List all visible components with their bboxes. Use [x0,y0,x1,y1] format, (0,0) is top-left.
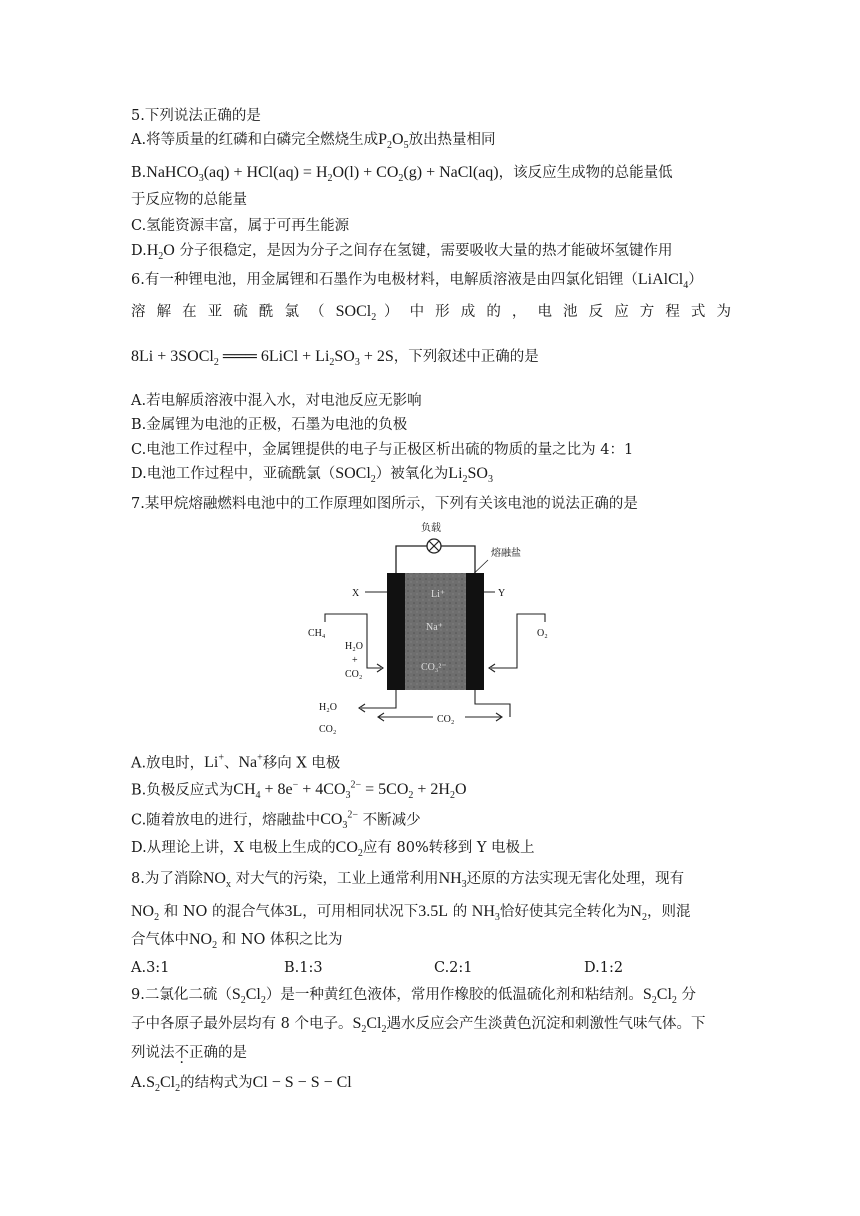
ion-carbonate: CO₃²⁻ [421,662,447,673]
q5-option-b-cont: 于反应物的总能量 [131,192,247,208]
load-label: 负载 [421,523,441,534]
transfer-co2-label: CO₂ [437,714,455,725]
q8-option-a: A.3:1 [131,960,170,976]
electrode-y [466,573,484,690]
outlet-co2-label: CO₂ [319,724,337,735]
q8-option-d: D.1:2 [584,960,624,976]
inlet-co2-label: CO₂ [345,669,363,680]
q8-option-c: C.2:1 [434,960,473,976]
q6-stem-line2: 溶 解 在 亚 硫 酰 氯 （ SOCl$_2$ ） 中 形 成 的 ， 电 池 反 应 方 程 式 为 [131,303,732,324]
emphasis-not: 不 [174,1045,189,1061]
oxygen-label: O₂ [537,628,548,639]
electrode-x-label: X [352,588,360,599]
q5-stem: 5.下列说法正确的是 [131,108,261,124]
q9-stem-line1: 9.二氯化二硫$(S_2Cl_2)$是一种黄红色液体，常用作橡胶的低温硫化剂和粘结剂。$S_2Cl_2$ 分 [131,986,697,1007]
q9-stem-line3: 列说法不正确的是 [131,1045,247,1061]
q8-stem-line1: 8.为了消除$NO_x$ 对大气的污染，工业上通常利用$NH_3$还原的方法实现无害化处理，现有 [131,870,685,891]
q7-option-b: B.负极反应式为$CH_4 + 8e^- + 4CO_3^{2-} = 5CO_2 + 2H_2O$ [131,780,467,802]
q5-option-d: $D.H_2O$ 分子很稳定，是因为分子之间存在氢键，需要吸收大量的热才能破坏氢键作用 [131,242,673,263]
q8-stem-line2: $NO_2$ 和 NO 的混合气体3L，可用相同状况下3.5L 的 $NH_3$恰好使其完全转化为$N_2$，则混 [131,903,691,924]
q5-option-c: C.氢能资源丰富，属于可再生能源 [131,218,350,234]
inlet-water-label: H₂O [345,641,363,652]
q7-option-a: A.放电时，Li+、Na+移向 X 电极 [131,753,341,772]
q6-equation-line: 8Li + 3SOCl$_2$ ═══ 6LiCl + $Li_2SO_3 + 2S$，下列叙述中正确的是 [131,348,539,369]
q9-option-a: $A.S_2Cl_2$的结构式为Cl − S − S − Cl [131,1074,352,1095]
q6-option-c: C.电池工作过程中，金属锂提供的电子与正极区析出硫的物质的量之比为 4：1 [131,442,634,458]
outlet-water-label: H₂O [319,702,337,713]
electrode-y-label: Y [498,588,506,599]
q5-option-b: B.NaHCO$_3$(aq) + $HCl(aq) = H_2O(l) + CO_2(g)$ + NaCl(aq)，该反应生成物的总能量低 [131,164,673,185]
q7-option-c: C.随着放电的进行，熔融盐中$CO_3^{2-}$ 不断减少 [131,810,421,832]
q8-stem-line3: 合气体中$NO_2$ 和 NO 体积之比为 [131,931,343,952]
q6-option-a: A.若电解质溶液中混入水，对电池反应无影响 [131,393,422,409]
q7-stem: 7.某甲烷熔融燃料电池中的工作原理如图所示，下列有关该电池的说法正确的是 [131,496,638,512]
electrode-x [387,573,405,690]
q6-option-d: D.电池工作过程中，亚硫酰氯（SOCl$_2$）被氧化为$Li_2SO_3$ [131,465,493,486]
inlet-plus-label: + [352,655,358,666]
molten-salt-label: 熔融盐 [491,548,521,559]
q9-stem-line2: 子中各原子最外层均有 8 个电子。$S_2Cl_2$遇水反应会产生淡黄色沉淀和刺激性气味气体。下 [131,1015,706,1036]
q7-option-d: D.从理论上讲，X 电极上生成的$CO_2$应有 80%转移到 Y 电极上 [131,839,535,860]
q5-option-a: A.将等质量的红磷和白磷完全燃烧生成$P_2O_5$放出热量相同 [131,131,496,152]
q6-stem-line1: 6.有一种锂电池，用金属锂和石墨作为电极材料，电解质溶液是由四氯化铝锂（LiAlCl$_4$） [131,271,703,292]
methane-label: CH₄ [308,628,326,639]
fuel-cell-diagram [305,518,560,746]
ion-li: Li⁺ [431,589,446,600]
q8-option-b: B.1:3 [284,960,323,976]
ion-na: Na⁺ [426,622,443,633]
q6-option-b: B.金属锂为电池的正极，石墨为电池的负极 [131,417,408,433]
